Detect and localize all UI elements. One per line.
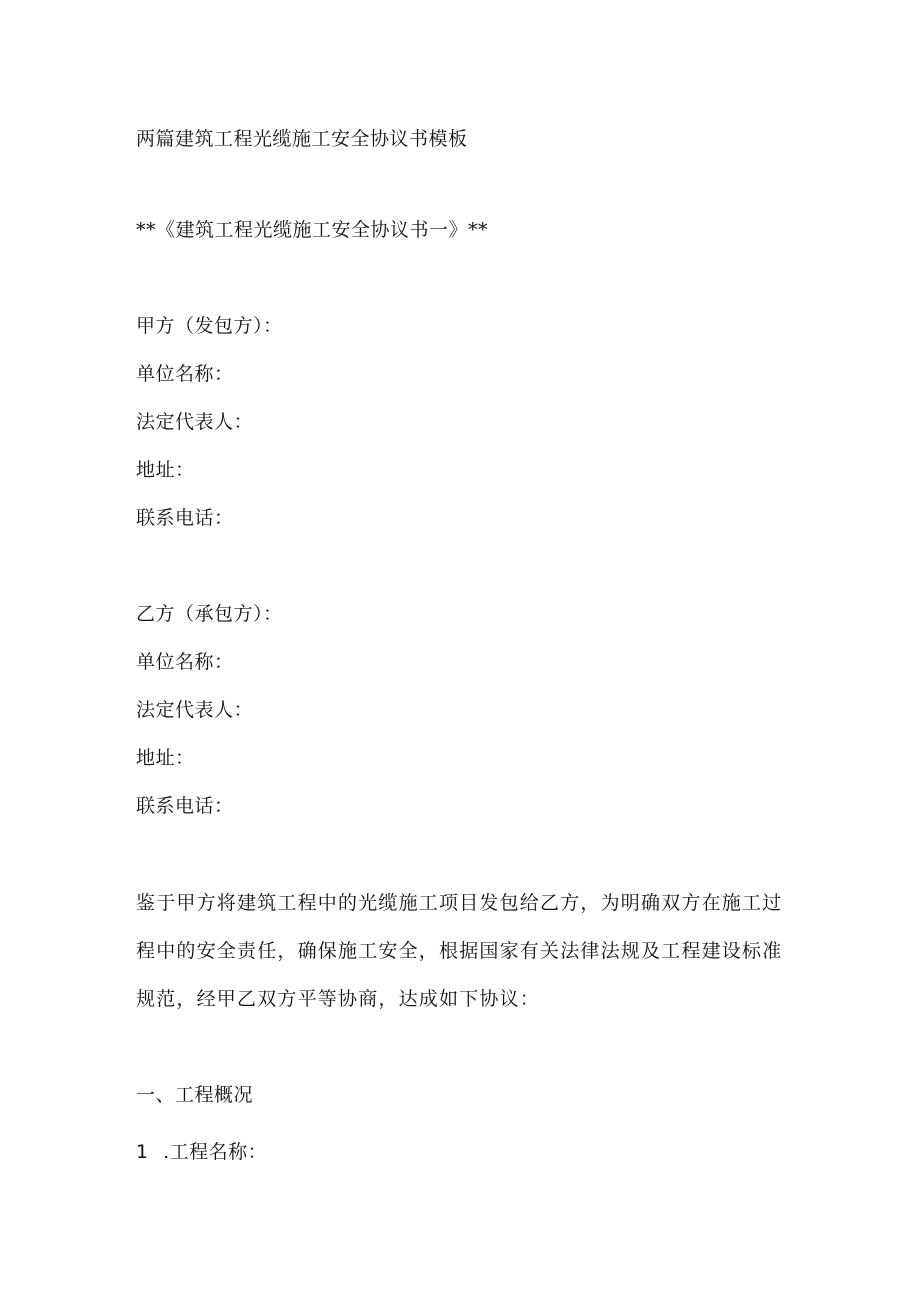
- party-b-legal-rep-label: 法定代表人：: [136, 699, 254, 721]
- party-b-heading: 乙方（承包方）：: [136, 603, 283, 625]
- party-b-address-label: 地址：: [136, 747, 195, 769]
- section-1-heading: 一、工程概况: [136, 1084, 254, 1106]
- party-a-phone-label: 联系电话：: [136, 507, 234, 529]
- item-number: 1: [136, 1141, 149, 1163]
- party-a-unit-name-label: 单位名称：: [136, 363, 234, 385]
- party-b-phone-label: 联系电话：: [136, 795, 234, 817]
- document-title: 两篇建筑工程光缆施工安全协议书模板: [136, 128, 468, 150]
- party-b-unit-name-label: 单位名称：: [136, 651, 234, 673]
- preamble-line: 鉴于甲方将建筑工程中的光缆施工项目发包给乙方，为明确双方在施工过: [136, 892, 783, 914]
- preamble-line: 规范，经甲乙双方平等协商，达成如下协议：: [136, 988, 541, 1010]
- section-1-item-1: [136, 1140, 267, 1164]
- party-a-address-label: 地址：: [136, 459, 195, 481]
- preamble-paragraph: [136, 879, 796, 1023]
- agreement-subtitle: **《建筑工程光缆施工安全协议书一》**: [136, 219, 489, 241]
- party-a-heading: 甲方（发包方）：: [136, 315, 283, 337]
- preamble-line: 程中的安全责任，确保施工安全，根据国家有关法律法规及工程建设标准: [136, 940, 783, 962]
- party-a-legal-rep-label: 法定代表人：: [136, 411, 254, 433]
- item-label: .工程名称：: [163, 1141, 268, 1163]
